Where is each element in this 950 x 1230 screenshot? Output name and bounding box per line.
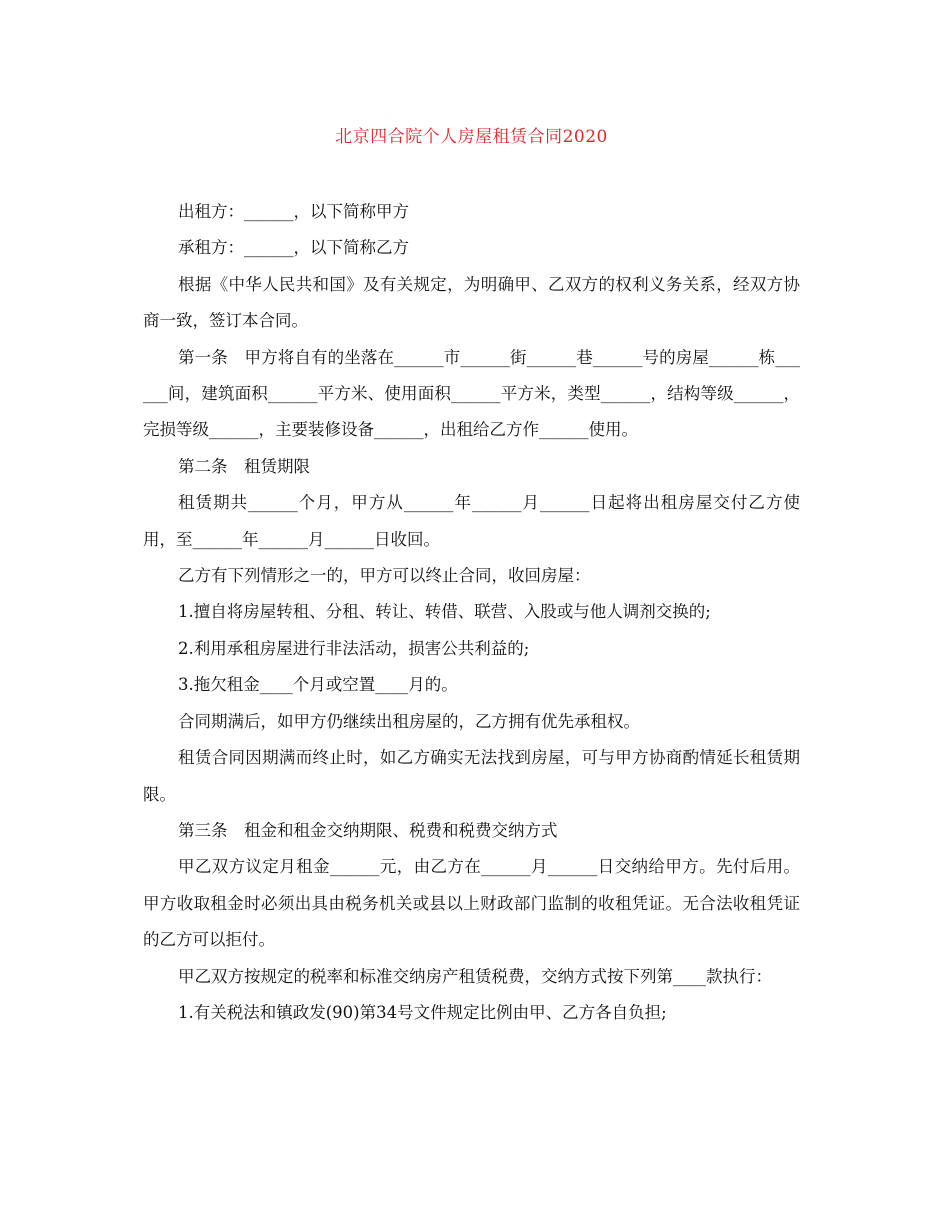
article-2-heading: 第二条 租赁期限 bbox=[178, 456, 310, 476]
priority-renewal-paragraph: 合同期满后，如甲方仍继续出租房屋的，乙方拥有优先承租权。 bbox=[178, 711, 640, 731]
tax-paragraph: 甲乙双方按规定的税率和标准交纳房产租赁税费，交纳方式按下列第____款执行： bbox=[178, 966, 772, 986]
termination-item-3: 3.拖欠租金____个月或空置____月的。 bbox=[178, 675, 458, 695]
article-1-paragraph: 第一条 甲方将自有的坐落在______市______街______巷______号的房屋______栋______间，建筑面积______平方米、使用面积______平方米，类型______，结构等级______，完损等级______，主要装修设备______，出租给乙方作______使用。 bbox=[143, 347, 800, 440]
lease-term-paragraph: 租赁期共______个月，甲方从______年______月______日起将出租房屋交付乙方使用，至______年______月______日收回。 bbox=[143, 493, 800, 549]
party-lessor-line: 出租方：______，以下简称甲方 bbox=[178, 202, 409, 221]
document-title: 北京四合院个人房屋租赁合同2020 bbox=[335, 127, 608, 147]
rent-payment-paragraph: 甲乙双方议定月租金______元，由乙方在______月______日交纳给甲方。先付后用。甲方收取租金时必须出具由税务机关或县以上财政部门监制的收租凭证。无合法收租凭证的乙方可以拒付。 bbox=[143, 857, 800, 950]
tax-item-1: 1.有关税法和镇政发(90)第34号文件规定比例由甲、乙方各自负担; bbox=[178, 1002, 667, 1022]
termination-intro: 乙方有下列情形之一的，甲方可以终止合同，收回房屋： bbox=[178, 566, 591, 586]
party-lessee-line: 承租方：______，以下简称乙方 bbox=[178, 238, 409, 258]
article-3-heading: 第三条 租金和租金交纳期限、税费和税费交纳方式 bbox=[178, 820, 558, 840]
termination-item-1: 1.擅自将房屋转租、分租、转让、转借、联营、入股或与他人调剂交换的; bbox=[178, 602, 711, 622]
extension-paragraph: 租赁合同因期满而终止时，如乙方确实无法找到房屋，可与甲方协商酌情延长租赁期限。 bbox=[143, 748, 800, 804]
preamble-paragraph: 根据《中华人民共和国》及有关规定，为明确甲、乙双方的权利义务关系，经双方协商一致，签订本合同。 bbox=[143, 274, 800, 331]
termination-item-2: 2.利用承租房屋进行非法活动，损害公共利益的; bbox=[178, 638, 530, 658]
document-body bbox=[143, 194, 800, 1031]
